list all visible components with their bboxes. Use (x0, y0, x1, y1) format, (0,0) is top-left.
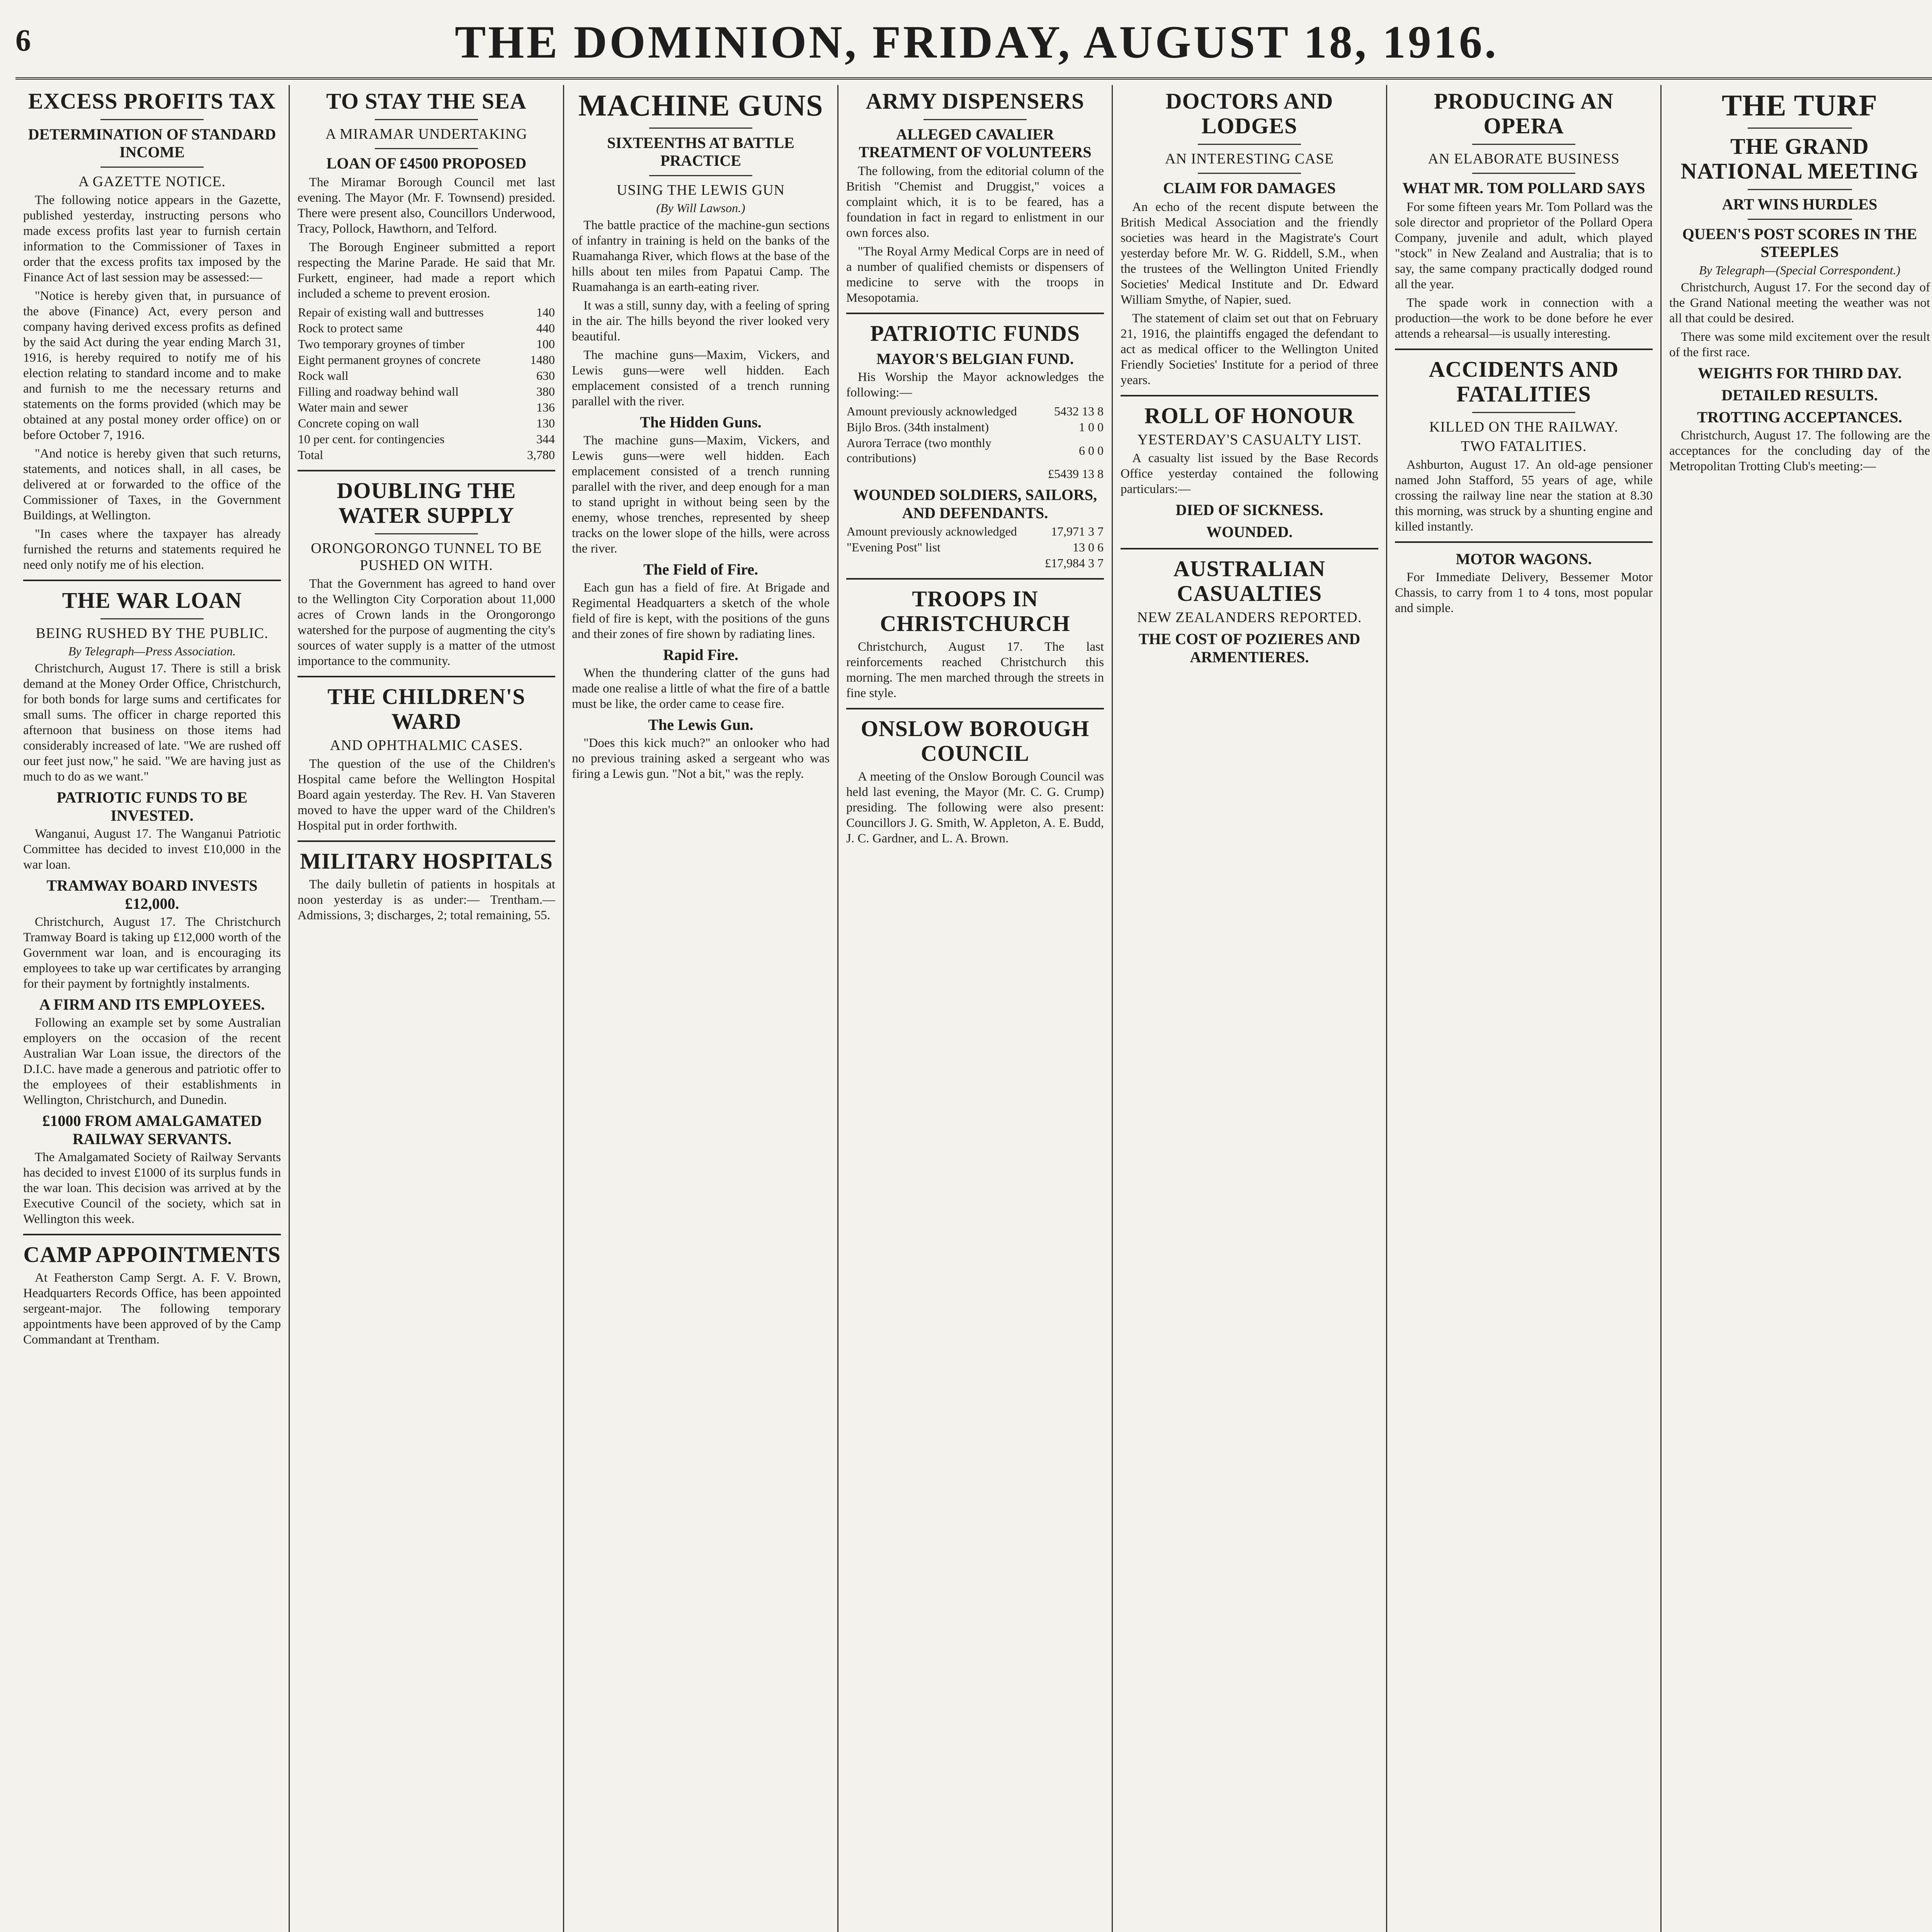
paragraph: For Immediate Delivery, Bessemer Motor Chassis, to carry from 1 to 4 tons, most popular and simple. (1395, 570, 1653, 615)
paragraph: Ashburton, August 17. An old-age pensioner named John Stafford, 55 years of age, while crossing the railway line near the station at 8.30 this morning, was struck by a shunting engine and killed instantly. (1395, 458, 1653, 534)
headline-army-dispensers: ARMY DISPENSERS (866, 88, 1085, 114)
headline-stay-sea: TO STAY THE SEA (326, 88, 527, 114)
paragraph: That the Government has agreed to hand over to the Wellington City Corporation about 11,000 acres of Crown lands in the Orongorongo watershed for the purpose of augmenting the city's sources of water supply is a matter of the utmost importance to the community. (298, 577, 555, 668)
paragraph: Christchurch, August 17. There is still a brisk demand at the Money Order Office, Christchurch, for both bonds for large sums and certificates for small sums. The officer in charge reported this afternoon that business on those items had considerably increased of late. "We are rushed off our feet just now," he said. "We are having just as much to do as we want." (23, 662, 281, 784)
headline-troops-christchurch: TROOPS IN CHRISTCHURCH (880, 586, 1070, 636)
subhead-war-loan: BEING RUSHED BY THE PUBLIC. (36, 625, 269, 641)
headline-childrens-ward: THE CHILDREN'S WARD (327, 684, 526, 734)
subhead: YESTERDAY'S CASUALTY LIST. (1137, 432, 1362, 448)
headline-doctors-lodges: DOCTORS AND LODGES (1165, 88, 1333, 138)
subhead: The Field of Fire. (643, 561, 758, 578)
paragraph: The following notice appears in the Gazette, published yesterday, instructing persons who made excess profits last year to furnish certain information to the Commissioner of Taxes in order that the excess profits tax imposed by the Finance Act of last session may be assessed:— (23, 193, 281, 284)
subhead: £1000 FROM AMALGAMATED RAILWAY SERVANTS. (42, 1112, 262, 1148)
paragraph: A casualty list issued by the Base Records Office yesterday contained the following particulars:— (1121, 451, 1378, 496)
headline-water-supply: DOUBLING THE WATER SUPPLY (337, 478, 516, 528)
paragraph: It was a still, sunny day, with a feeling of spring in the air. The hills beyond the river looked very beautiful. (572, 299, 830, 344)
fund-table-belgian: Amount previously acknowledged 5432 13 8 Bijlo Bros. (34th instalment) 1 0 0 Aurora Terrace (two monthly contributions) 6 0 0 £5439 13 8 (847, 404, 1104, 481)
subhead: DIED OF SICKNESS. (1175, 501, 1323, 519)
paragraph: The Amalgamated Society of Railway Servants has decided to invest £1000 of its surplus funds in the war loan. This decision was arrived at by the Executive Council of the society, which sat in Wellington this week. (23, 1150, 281, 1226)
paragraph: Each gun has a field of fire. At Brigade and Regimental Headquarters a sketch of the whole field of fire is kept, with the positions of the guns and their zones of fire shown by radiating lines. (572, 581, 830, 641)
paragraph: "Notice is hereby given that, in pursuance of the above (Finance) Act, every person and company having derived excess profits as defined by the said Act during the year ending March 31, 1916, is hereby required to notify me of his election relating to standard income and to make and furnish to me the necessary returns and statements on the forms provided (which may be obtained at any postal money order office) on or before October 7, 1916. (23, 289, 281, 442)
paragraph: The Borough Engineer submitted a report respecting the Marine Parade. He said that Mr. Furkett, engineer, had made a report which included a scheme to prevent erosion. (298, 240, 555, 301)
headline-turf: THE TURF (1721, 88, 1878, 122)
subhead: THE COST OF POZIERES AND ARMENTIERES. (1138, 630, 1361, 666)
column-3 (564, 85, 838, 1932)
subhead: WOUNDED SOLDIERS, SAILORS, AND DEFENDANTS. (853, 486, 1097, 522)
subhead: MAYOR'S BELGIAN FUND. (876, 350, 1074, 367)
subhead-elaborate: AN ELABORATE BUSINESS (1428, 151, 1620, 167)
subhead: WEIGHTS FOR THIRD DAY. (1697, 364, 1902, 382)
paragraph: The machine guns—Maxim, Vickers, and Lewis guns—were well hidden. Each emplacement consisted of a trench running parallel with the river, and deep enough for a man to stand upright in without being seen by the enemy, whose trenches, represented by sheep tracks on the lower slope of the hills, were across the river. (572, 434, 830, 556)
paragraph: Christchurch, August 17. For the second day of the Grand National meeting the weather was not all that could be desired. (1669, 281, 1930, 325)
subhead-loan: LOAN OF £4500 PROPOSED (326, 155, 527, 172)
subhead: ORONGORONGO TUNNEL TO BE PUSHED ON WITH. (311, 540, 542, 573)
paragraph: "And notice is hereby given that such returns, statements, and notices shall, in all cases, be delivered at or forwarded to the office of the Commissioner of Taxes, in the Government Buildings, at Wellington. (23, 447, 281, 522)
column-4 (838, 85, 1113, 1932)
paragraph: The battle practice of the machine-gun sections of infantry in training is held on the banks of the Ruamahanga River, which flows at the base of the hills about ten miles from Papatui Camp. The Ruamahanga is an earth-eating river. (572, 218, 830, 294)
paragraph: There was some mild excitement over the result of the first race. (1669, 330, 1930, 359)
subhead: TRAMWAY BOARD INVESTS £12,000. (46, 877, 258, 912)
subhead: KILLED ON THE RAILWAY. (1429, 419, 1619, 435)
subhead: The Lewis Gun. (648, 716, 753, 733)
subhead-lewis-gun: USING THE LEWIS GUN (616, 182, 785, 198)
headline-onslow-council: ONSLOW BOROUGH COUNCIL (861, 716, 1090, 766)
cost-table: Repair of existing wall and buttresses 140 Rock to protect same 440 Two temporary groynes of timber 100 Eight permanent groynes of concrete 1480 Rock wall 630 Filling and roadway behind wall 380 Water main and sewer 136 Concrete coping on wall 130 10 per cent. for contingencies 344 Total 3,780 (298, 305, 555, 462)
columns (15, 85, 1932, 1932)
subhead: DETAILED RESULTS. (1721, 386, 1878, 404)
subhead-pollard: WHAT MR. TOM POLLARD SAYS (1402, 179, 1645, 197)
paragraph: "Does this kick much?" an onlooker who had no previous training asked a sergeant who was firing a Lewis gun. "Not a bit," was the reply. (572, 736, 830, 781)
paragraph: "The Royal Army Medical Corps are in need of a number of qualified chemists or dispensers of medicine to serve with the troops in Mesopotamia. (846, 245, 1104, 305)
paragraph: The Miramar Borough Council met last evening. The Mayor (Mr. F. Townsend) presided. There were present also, Councillors Underwood, Tracy, Pollock, Hawthorn, and Telford. (298, 175, 555, 236)
byline: (By Will Lawson.) (656, 201, 745, 215)
subhead: NEW ZEALANDERS REPORTED. (1137, 609, 1362, 626)
subhead: The Hidden Guns. (640, 413, 762, 431)
subhead: TWO FATALITIES. (1461, 438, 1587, 454)
column-5 (1113, 85, 1387, 1932)
column-7 (1662, 85, 1932, 1932)
subhead-art-wins: ART WINS HURDLES (1722, 196, 1878, 213)
paragraph: Wanganui, August 17. The Wanganui Patriotic Committee has decided to invest £10,000 in the war loan. (23, 827, 281, 872)
headline-australian-casualties: AUSTRALIAN CASUALTIES (1173, 556, 1326, 606)
headline-military-hospitals: MILITARY HOSPITALS (300, 849, 553, 874)
headline-accidents: ACCIDENTS AND FATALITIES (1429, 357, 1619, 406)
headline-machine-guns: MACHINE GUNS (578, 88, 823, 122)
subhead: AND OPHTHALMIC CASES. (330, 737, 523, 753)
newspaper-title: THE DOMINION, FRIDAY, AUGUST 18, 1916. (455, 16, 1498, 68)
paragraph: The question of the use of the Children's Hospital came before the Wellington Hospital Board again yesterday. The Rev. H. Van Staveren moved to have the upper ward of the Children's Hospital put in order forthwith. (298, 757, 555, 833)
masthead (15, 8, 1932, 80)
paragraph: Christchurch, August 17. The Christchurch Tramway Board is taking up £12,000 worth of the Government war loan, and is encouraging its employees to take up war certificates by arranging for their payment by fortnightly instalments. (23, 915, 281, 991)
paragraph: Christchurch, August 17. The following are the acceptances for the concluding day of the Metropolitan Trotting Club's meeting:— (1669, 429, 1930, 473)
headline-producing-opera: PRODUCING AN OPERA (1434, 88, 1614, 138)
subhead-standard-income: DETERMINATION OF STANDARD INCOME (28, 126, 276, 161)
page-number: 6 (15, 24, 31, 58)
paragraph: The daily bulletin of patients in hospitals at noon yesterday is as under:— Trentham.—Admissions, 3; discharges, 2; total remaining, 55. (298, 878, 555, 922)
paragraph: Following an example set by some Australian employers on the occasion of the recent Australian War Loan issue, the directors of the D.I.C. have made a generous and patriotic offer to the employees of their establishments in Wellington, Christchurch, and Dunedin. (23, 1016, 281, 1107)
headline-excess-profits: EXCESS PROFITS TAX (28, 88, 276, 114)
subhead-interesting-case: AN INTERESTING CASE (1165, 151, 1334, 167)
paragraph: The machine guns—Maxim, Vickers, and Lewis guns—were well hidden. Each emplacement consisted of a trench running parallel with the river. (572, 348, 830, 408)
subhead: TROTTING ACCEPTANCES. (1697, 408, 1902, 426)
paragraph: Christchurch, August 17. The last reinforcements reached Christchurch this morning. The men marched through the streets in fine style. (846, 640, 1104, 700)
paragraph: When the thundering clatter of the guns had made one realise a little of what the fire of a battle must be like, the order came to cease fire. (572, 666, 830, 711)
paragraph: For some fifteen years Mr. Tom Pollard was the sole director and proprietor of the Pollard Opera Company, juvenile and adult, which played "stock" in New Zealand and Australia; that is to say, the same company practically dodged round all the year. (1395, 200, 1653, 291)
subhead-claim-damages: CLAIM FOR DAMAGES (1163, 179, 1336, 197)
subhead-battle-practice: SIXTEENTHS AT BATTLE PRACTICE (607, 134, 794, 169)
paragraph: His Worship the Mayor acknowledges the following:— (846, 370, 1104, 400)
subhead: PATRIOTIC FUNDS TO BE INVESTED. (56, 789, 248, 824)
headline-war-loan: THE WAR LOAN (62, 588, 242, 613)
subhead: Rapid Fire. (663, 646, 738, 663)
subhead-cavalier: ALLEGED CAVALIER TREATMENT OF VOLUNTEERS (859, 126, 1092, 161)
paragraph: "In cases where the taxpayer has already furnished the returns and statements required he need only notify me of his election. (23, 527, 281, 572)
headline-roll-of-honour: ROLL OF HONOUR (1144, 403, 1355, 428)
paragraph: A meeting of the Onslow Borough Council was held last evening, the Mayor (Mr. C. G. Crump) presiding. The following were also present: Councillors J. G. Smith, W. Appleton, A. E. Budd, J. C. Gardner, and L. A. Brown. (846, 770, 1104, 845)
subhead: WOUNDED. (1206, 523, 1293, 541)
column-1 (15, 85, 290, 1932)
paragraph: At Featherston Camp Sergt. A. F. V. Brown, Headquarters Records Office, has been appointed sergeant-major. The following temporary appointments have been approved of by the Camp Commandant at Trentham. (23, 1271, 281, 1347)
subhead: A FIRM AND ITS EMPLOYEES. (39, 996, 265, 1013)
headline-patriotic-funds: PATRIOTIC FUNDS (870, 321, 1080, 346)
column-2 (290, 85, 564, 1932)
byline: By Telegraph—(Special Correspondent.) (1699, 263, 1901, 277)
fund-table-wounded: Amount previously acknowledged 17,971 3 7 "Evening Post" list 13 0 6 £17,984 3 7 (847, 524, 1104, 570)
paragraph: The statement of claim set out that on February 21, 1916, the plaintiffs engaged the defendant to act as medical officer to the Wellington United Friendly Societies' Institute for a period of three years. (1121, 311, 1378, 387)
subhead-miramar: A MIRAMAR UNDERTAKING (325, 126, 527, 142)
paragraph: The spade work in connection with a production—the work to be done before he ever attends a rehearsal—is usually interesting. (1395, 296, 1653, 341)
byline: By Telegraph—Press Association. (68, 644, 236, 658)
paragraph: The following, from the editorial column of the British "Chemist and Druggist," voices a complaint which, it is to be feared, has a foundation in fact in regard to enlistment in our own forces also. (846, 164, 1104, 240)
column-6 (1387, 85, 1662, 1932)
subhead-gazette: A GAZETTE NOTICE. (78, 173, 226, 190)
subhead-queens-post: QUEEN'S POST SCORES IN THE STEEPLES (1682, 225, 1917, 260)
subhead-grand-national: THE GRAND NATIONAL MEETING (1680, 134, 1919, 184)
paragraph: An echo of the recent dispute between the British Medical Association and the friendly societies was heard in the Magistrate's Court yesterday before Mr. W. G. Riddell, S.M., when the trustees of the Wellington United Friendly Societies' Medical Institute and Dr. Edward William Smythe, of Napier, sued. (1121, 200, 1378, 307)
headline-camp-appointments: CAMP APPOINTMENTS (23, 1242, 281, 1267)
subhead-motor-wagons: MOTOR WAGONS. (1456, 550, 1592, 568)
